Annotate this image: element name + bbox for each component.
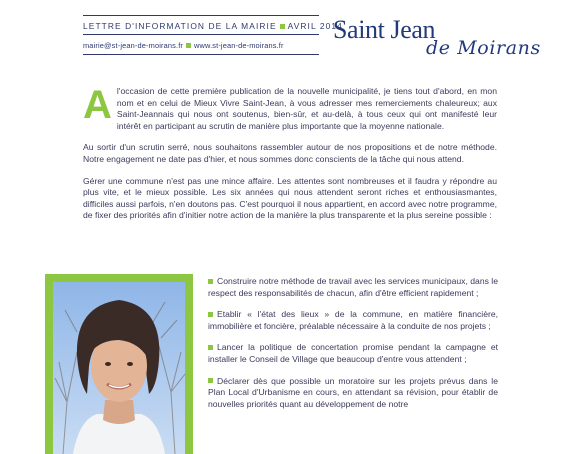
- website-link[interactable]: www.st-jean-de-moirans.fr: [194, 41, 284, 50]
- list-item: Etablir « l'état des lieux » de la commune, en matière financière, immobilière et foncière, préalable nécessaire à la conduite de nos projets ;: [208, 309, 498, 331]
- logo-line-1: Saint Jean: [333, 15, 436, 44]
- square-separator-icon: [186, 43, 191, 48]
- town-logo: [333, 15, 573, 60]
- header-rule-middle: [83, 34, 319, 35]
- newsletter-title: LETTRE D'INFORMATION DE LA MAIRIE: [83, 21, 277, 31]
- bullet-square-icon: [208, 378, 213, 383]
- header-title: [83, 21, 343, 31]
- paragraph-2: Au sortir d'un scrutin serré, nous souhaitons rassembler autour de nos propositions et de notre méthode. Notre engagement ne date pas d'hier, et nous sommes donc conscients de la tâche qui nous attend.: [83, 142, 497, 164]
- email-link[interactable]: mairie@st-jean-de-moirans.fr: [83, 41, 184, 50]
- intro-text: l'occasion de cette première publication de la nouvelle municipalité, je tiens tout d'abord, en mon nom et en celui de Mieux Vivre Saint-Jean, à vous adresser mes remerciements chaleureux; aux Saint-Jeannais qui nous ont soutenus, bien-sûr, et au-delà, à tous ceux qui ont manifesté leur intérêt en participant au scrutin de manière plus importante que la moyenne nationale.: [116, 86, 497, 131]
- mayor-photo: [53, 282, 185, 454]
- header-contact: [83, 41, 284, 50]
- header-rule-bottom: [83, 54, 319, 55]
- drop-cap: A: [83, 83, 112, 127]
- list-item: Construire notre méthode de travail avec les services municipaux, dans le respect des responsabilités de chacun, afin d'être efficient rapidement ;: [208, 276, 498, 298]
- bullet-square-icon: [208, 345, 213, 350]
- bullet-square-icon: [208, 279, 213, 284]
- paragraph-intro: [83, 83, 497, 132]
- header-rule-top: [83, 15, 319, 16]
- list-item: Lancer la politique de concertation promise pendant la campagne et installer le Conseil de Village que beaucoup d'entre vous attendent ;: [208, 342, 498, 364]
- portrait-illustration: [53, 282, 185, 454]
- mayor-photo-frame: [45, 274, 193, 454]
- bullet-square-icon: [208, 312, 213, 317]
- paragraph-3: Gérer une commune n'est pas une mince affaire. Les attentes sont nombreuses et il faudra y répondre au plus vite, et le mieux possible. Les six années qui nous attendent seront riches et enthousiasmantes, difficiles aussi parfois, n'en doutons pas. C'est pourquoi il nous appartient, en accord avec notre programme, de fixer des priorités afin d'initier notre action de la manière la plus transparente et la plus sereine possible :: [83, 175, 497, 221]
- letter-body: [83, 83, 497, 232]
- square-separator-icon: [280, 24, 285, 29]
- logo-line-2: de Moirans: [426, 37, 541, 59]
- newsletter-date: AVRIL 2014: [287, 21, 343, 31]
- list-item: Déclarer dès que possible un moratoire sur les projets prévus dans le Plan Local d'Urbanisme en cours, en attendant sa révision, pour établir de nouvelles priorités quant au développement de notre: [208, 375, 498, 409]
- priority-list: [208, 276, 498, 420]
